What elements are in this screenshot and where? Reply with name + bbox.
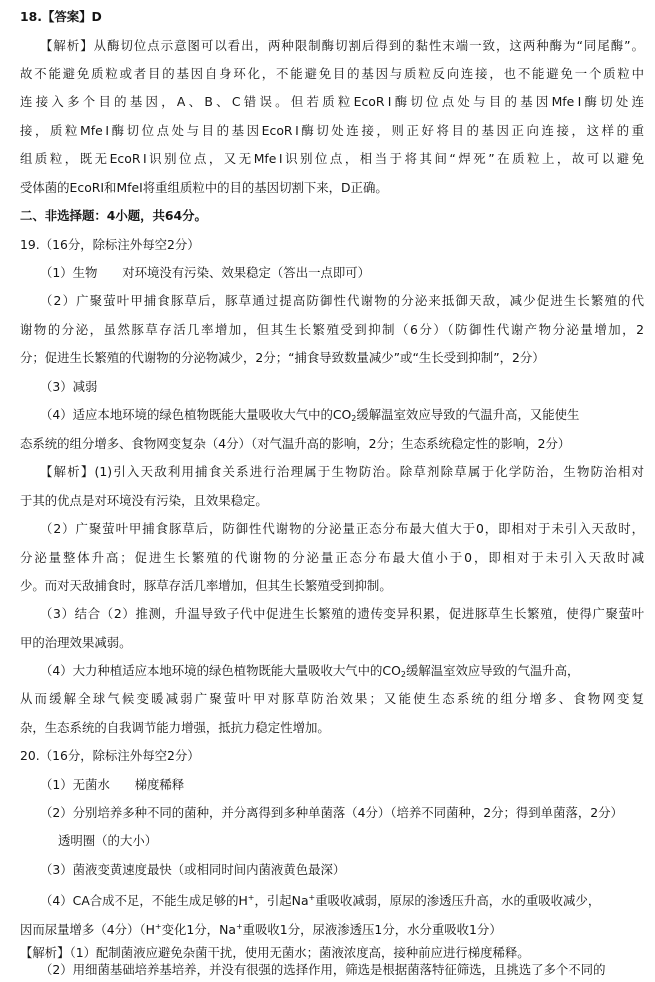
q18-analysis-line: 故不能避免质粒或者目的基因自身环化，不能避免目的基因与质粒反向连接，也不能避免一个质粒中 <box>20 66 644 81</box>
subscript: 2 <box>351 414 357 423</box>
q18-analysis-line: 组质粒，既无EcoRⅠ识别位点，又无MfeⅠ识别位点，相当于将其间“焊死”在质粒上，故可以避免 <box>20 151 644 166</box>
q19-analysis-line: 杂，生态系统的自我调节能力增强，抵抗力稳定性增加。 <box>20 720 330 735</box>
q18-analysis-line: 接，质粒MfeⅠ酶切位点处与目的基因EcoRⅠ酶切处连接，则正好将目的基因正向连接，这样的重 <box>20 123 644 138</box>
section-heading: 二、非选择题：4小题，共64分。 <box>20 208 207 223</box>
q19-answer-2-line: （2）广聚萤叶甲捕食豚草后，豚草通过提高防御性代谢物的分泌来抵御天敌，减少促进生长繁殖的代 <box>40 293 644 308</box>
superscript: + <box>247 893 255 902</box>
text-segment: 重吸收减弱，原尿的渗透压升高，水的重吸收减少， <box>315 893 601 908</box>
q19-analysis-line: 【解析】(1)引入天敌利用捕食关系进行治理属于生物防治。除草剂除草属于化学防治，生物防治相对 <box>40 464 644 479</box>
q19-answer-1: （1）生物 对环境没有污染、效果稳定（答出一点即可） <box>40 265 371 280</box>
text-segment: （4）适应本地环境的绿色植物既能大量吸收大气中的CO <box>40 407 352 422</box>
q19-analysis-line <box>40 663 644 683</box>
text-segment: 重吸收1分，尿液渗透压1分，水分重吸收1分） <box>242 922 502 937</box>
q19-analysis-line: 从而缓解全球气候变暖减弱广聚萤叶甲对豚草防治效果；又能使生态系统的组分增多、食物网变复 <box>20 691 644 706</box>
q19-answer-4-line <box>40 407 644 427</box>
q19-analysis-line: 分泌量整体升高；促进生长繁殖的代谢物的分泌量正态分布最大值小于0，即相对于未引入天敌时减 <box>20 550 644 565</box>
text-segment: ，引起Na <box>254 893 309 908</box>
q20-analysis-line: 【解析】（1）配制菌液应避免杂菌干扰，使用无菌水；菌液浓度高，接种前应进行梯度稀释。 <box>20 945 530 960</box>
text-segment: （4）大力种植适应本地环境的绿色植物既能大量吸收大气中的CO <box>40 663 401 678</box>
q19-analysis-line: 于其的优点是对环境没有污染，且效果稳定。 <box>20 493 268 508</box>
q19-answer-2-line: 谢物的分泌，虽然豚草存活几率增加，但其生长繁殖受到抑制（6分）（防御性代谢产物分泌量增加，2 <box>20 322 644 337</box>
q18-heading: 18.【答案】D <box>20 9 102 24</box>
q19-answer-4-line: 态系统的组分增多、食物网变复杂（4分）（对气温升高的影响，2分；生态系统稳定性的影响，2分） <box>20 436 571 451</box>
text-segment: 缓解温室效应导致的气温升高，又能使生 <box>356 407 580 422</box>
q18-analysis-line: 连接入多个目的基因，A、B、C错误。但若质粒EcoRⅠ酶切位点处与目的基因MfeⅠ酶切处连 <box>20 94 644 109</box>
text-segment: 变化1分，Na <box>161 922 236 937</box>
q19-analysis-line: （2）广聚萤叶甲捕食豚草后，防御性代谢物的分泌量正态分布最大值大于0，即相对于未引入天敌时， <box>40 521 644 536</box>
q20-answer-2b: 透明圈（的大小） <box>58 833 158 848</box>
superscript: + <box>308 893 316 902</box>
q18-analysis-line: 受体菌的EcoRⅠ和MfeⅠ将重组质粒中的目的基因切割下来，D正确。 <box>20 180 388 195</box>
q19-answer-3: （3）减弱 <box>40 379 98 394</box>
q19-analysis-line: （3）结合（2）推测，升温导致子代中促进生长繁殖的遗传变异积累，促进豚草生长繁殖，使得广聚萤叶 <box>40 606 644 621</box>
q20-answer-2-line: （2）分别培养多种不同的菌种，并分离得到多种单菌落（4分）（培养不同菌种，2分；得到单菌落，2分） <box>40 805 623 820</box>
q20-answer-3: （3）菌液变黄速度最快（或相同时间内菌液黄色最深） <box>40 862 346 877</box>
text-segment: 缓解温室效应导致的气温升高， <box>405 663 580 678</box>
q19-heading: 19.（16分，除标注外每空2分） <box>20 237 200 252</box>
q20-analysis-line: （2）用细菌基础培养基培养，并没有很强的选择作用，筛选是根据菌落特征筛选，且挑选了多个不同的 <box>40 962 606 977</box>
q19-analysis-line: 甲的治理效果减弱。 <box>20 635 132 650</box>
text-segment: 因而尿量增多（4分）（H <box>20 922 155 937</box>
q20-answer-4-line <box>20 919 644 938</box>
q20-answer-1: （1）无菌水 梯度稀释 <box>40 777 185 792</box>
superscript: + <box>235 922 243 931</box>
q19-analysis-line: 少。而对天敌捕食时，豚草存活几率增加，但其生长繁殖受到抑制。 <box>20 578 392 593</box>
subscript: 2 <box>400 670 406 679</box>
superscript: + <box>154 922 162 931</box>
q19-answer-2-line: 分；促进生长繁殖的代谢物的分泌物减少，2分；“捕食导致数量减少”或“生长受到抑制”，2分） <box>20 350 545 365</box>
text-segment: （4）CA合成不足，不能生成足够的H <box>40 893 248 908</box>
q20-answer-4-line <box>40 890 644 909</box>
q18-analysis-line: 【解析】从酶切位点示意图可以看出，两种限制酶切割后得到的黏性末端一致，这两种酶为“同尾酶”。 <box>40 38 644 53</box>
q20-heading: 20.（16分，除标注外每空2分） <box>20 748 200 763</box>
